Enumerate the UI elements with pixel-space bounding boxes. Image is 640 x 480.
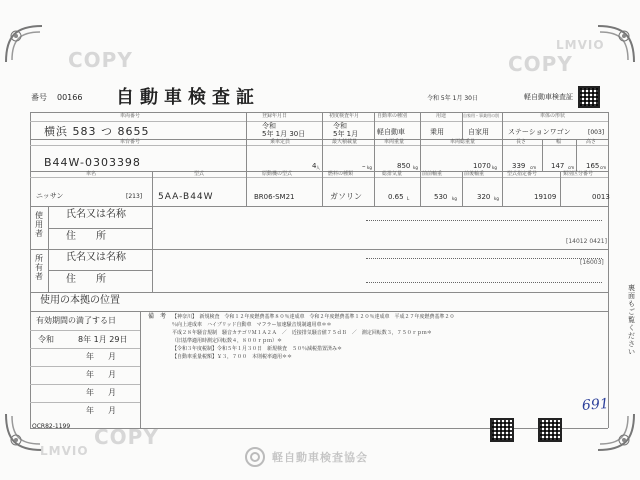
remarks-line: ％向上達成車 ハイブリッド自動車 マフラー加速騒音規制適用車＊＊ [172,322,332,328]
label-category-number: 類別区分番号 [563,171,594,177]
vehicle-weight: 850 [397,162,411,170]
blank-year-4: 年 [86,406,94,415]
corner-ornament-bottom-right [594,410,638,454]
unit-kg: kg [494,196,499,201]
blank-month-2: 月 [108,370,116,379]
label-engine-model: 原動機の型式 [262,171,293,177]
category-number: 0013 [592,193,610,201]
vehicle-width: 147 [551,162,565,170]
displacement: 0.65 [388,193,404,201]
car-maker-code: [213] [126,193,143,200]
user-name-line [366,220,602,221]
user-side-label: 使用者 [35,211,43,238]
blank-month-3: 月 [108,388,116,397]
label-car-name: 車名 [86,171,97,177]
watermark-copy: COPY [94,425,159,449]
label-max-load: 最大積載量 [332,139,358,145]
watermark-brand: LMVIO [556,38,605,52]
label-width: 幅 [556,139,562,145]
owner-name-label: 氏名又は名称 [66,252,126,263]
blank-year-1: 年 [86,352,94,361]
user-code: [14012 0421] [566,238,607,245]
axle-front-rear: 320 [477,193,491,201]
first-registration-era: 令和 [262,122,276,130]
vehicle-kind: 軽自動車 [377,128,405,136]
first-inspection-era: 令和 [333,122,347,130]
issue-date: 令和 5年 1月 30日 [427,95,478,102]
issuer-name: 軽自動車検査協会 [272,451,368,464]
home-location-label: 使用の本拠の位置 [40,295,120,306]
remarks-line: （旧基準適用時測定回転数４，８００ｒｐｍ）＊ [172,338,283,344]
watermark-brand: LMVIO [40,444,89,458]
number-label: 番号 [31,93,47,102]
reverse-side-note: 裏面もご覧ください [628,284,635,356]
label-type-designation: 型式指定番号 [507,171,538,177]
label-private-business: 自家用・事業用の別 [463,113,499,118]
plate-number: 横浜 583 つ 8655 [44,125,150,138]
label-first-registration: 登録年月日 [262,113,288,119]
remarks-line: 平成２８年騒音規制 騒音カテゴリＭ１Ａ２Ａ ／ 近接排気騒音値７５ｄＢ ／ 測定回転数３，７５０ｒｐｍ＊ [172,330,432,336]
corner-ornament-top-left [2,22,46,66]
vehicle-use: 乗用 [430,128,444,136]
gross-weight: 1070 [473,162,491,170]
owner-address-label: 住 所 [66,274,106,285]
label-vehicle-kind: 自動車の種別 [377,113,408,119]
unit-cm: cm [600,165,607,170]
label-gross-weight: 車両総重量 [450,139,476,145]
unit-person: 人 [316,165,320,170]
max-load: – [362,162,366,170]
fuel-type: ガソリン [330,192,362,201]
unit-cm: cm [568,165,575,170]
unit-kg: kg [413,165,418,170]
unit-kg: kg [452,196,457,201]
label-length: 長さ [516,139,527,145]
axle-front-front: 530 [434,193,448,201]
label-first-inspection: 初度検査年月 [329,113,360,119]
label-axle-ff: 前前軸重 [422,171,443,177]
remarks-line: 【自動車重量税額】￥３，７００ 本則税率適用＊＊ [172,354,293,360]
type-designation-number: 19109 [534,193,557,201]
footer-qr-code-left [490,418,514,442]
label-weight: 車両重量 [384,139,405,145]
blank-month-1: 月 [108,352,116,361]
blank-year-3: 年 [86,388,94,397]
model: 5AA-B44W [158,192,214,202]
footer-qr-code-right [538,418,562,442]
engine-model: BR06-SM21 [254,193,295,201]
form-code: OCR82-1199 [32,423,71,430]
header-qr-code [578,86,600,108]
label-use: 用途 [436,113,447,119]
private-business: 自家用 [468,128,489,136]
document-title: 自動車検査証 [116,87,260,108]
watermark-copy: COPY [508,52,573,76]
unit-kg: kg [367,165,372,170]
blank-month-4: 月 [108,406,116,415]
label-displacement: 総排気量 [382,171,403,177]
unit-litre: L [407,196,410,201]
label-fuel: 燃料の種類 [328,171,354,177]
remarks-line: 【令和３年度税制】令和５年１月３０日 新規検査 ５０％減税措置済み＊ [172,346,343,352]
body-shape-code: [003] [588,129,605,136]
issuer-emblem-icon [244,446,266,468]
label-capacity: 乗車定員 [270,139,291,145]
label-height: 高さ [586,139,597,145]
label-registration-number: 車両番号 [120,113,141,119]
certificate-number: 00166 [57,93,83,102]
first-inspection-date: 5年 1月 [333,130,359,138]
label-axle-fr: 前後軸重 [464,171,485,177]
remarks-label: 備 考 [148,313,167,320]
owner-address-line [366,282,602,283]
remarks-block [172,313,604,361]
body-shape: ステーションワゴン [508,128,571,136]
owner-code: [16003] [580,259,604,266]
label-body-shape: 車体の形状 [540,113,566,119]
certificate-type: 軽自動車検査証 [524,93,573,101]
owner-name-line [366,258,602,259]
user-name-label: 氏名又は名称 [66,209,126,220]
owner-side-label: 所有者 [35,254,43,281]
label-chassis-number: 車台番号 [120,139,141,145]
car-maker: ニッサン [36,192,64,200]
expiry-date: 8年 1月 29日 [78,335,128,344]
vehicle-length: 339 [512,162,526,170]
chassis-number: B44W-0303398 [44,156,141,169]
handwritten-number: 691 [581,396,610,414]
label-model: 型式 [194,171,205,177]
expiry-label: 有効期間の満了する日 [36,316,116,325]
watermark-copy: COPY [68,48,133,72]
blank-year-2: 年 [86,370,94,379]
vehicle-height: 165 [586,162,600,170]
remarks-line: 【神奈川】 新規検査 令和１２年度燃費基準８０％達成車 令和２年度燃費基準１２０％達成車 平成２７年度燃費基準２０ [172,314,455,320]
capacity: 4 [312,162,317,170]
user-address-label: 住 所 [66,231,106,242]
expiry-era: 令和 [38,335,54,344]
unit-kg: kg [492,165,497,170]
unit-cm: cm [530,165,537,170]
first-registration-date: 5年 1月 30日 [262,130,306,138]
